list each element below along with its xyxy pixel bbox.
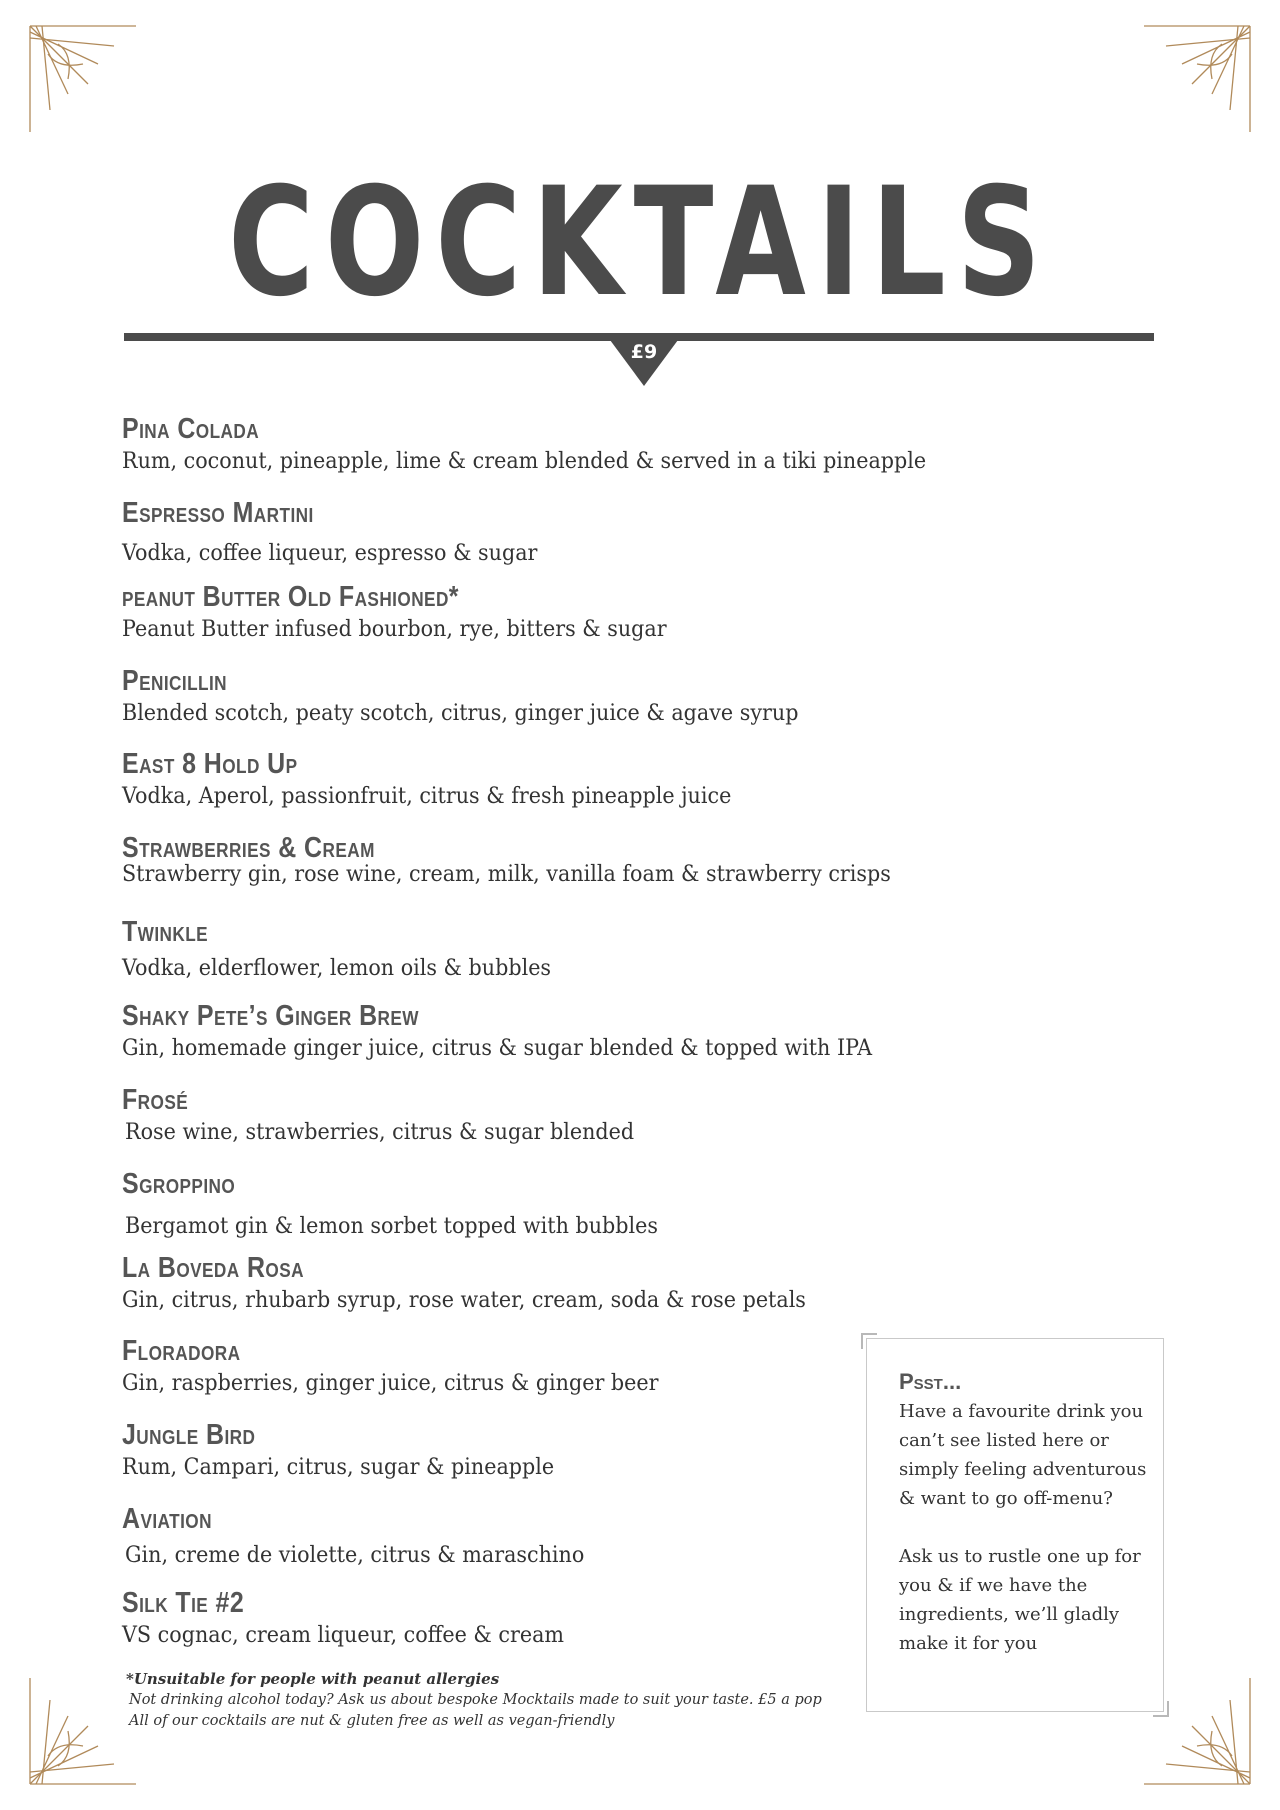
corner-ornament-bottom-left bbox=[28, 1676, 138, 1786]
menu-item-name: Aviation bbox=[122, 1503, 212, 1535]
menu-item-description: Rum, Campari, citrus, sugar & pineapple bbox=[122, 1455, 555, 1480]
menu-item bbox=[122, 581, 1022, 645]
psst-paragraph: Ask us to rustle one up for you & if we have the ingredients, we’ll gladly make it for you bbox=[899, 1546, 1141, 1654]
footnotes bbox=[126, 1668, 926, 1732]
psst-title: Psst... bbox=[899, 1369, 962, 1394]
menu-item-description: Rose wine, strawberries, citrus & sugar blended bbox=[125, 1120, 635, 1145]
menu-item-name: La Boveda Rosa bbox=[122, 1252, 304, 1284]
psst-callout-box bbox=[866, 1338, 1164, 1712]
menu-item-description: Blended scotch, peaty scotch, citrus, ginger juice & agave syrup bbox=[122, 701, 799, 726]
menu-item-description: Vodka, coffee liqueur, espresso & sugar bbox=[122, 541, 538, 566]
menu-item-name: Shaky Pete’s Ginger Brew bbox=[122, 1000, 419, 1032]
menu-item-description: Rum, coconut, pineapple, lime & cream blended & served in a tiki pineapple bbox=[122, 449, 927, 474]
menu-item-description: Bergamot gin & lemon sorbet topped with bubbles bbox=[125, 1214, 658, 1239]
menu-item-name: Espresso Martini bbox=[122, 497, 314, 529]
corner-ornament-top-right bbox=[1142, 24, 1252, 134]
menu-item-description: Gin, homemade ginger juice, citrus & sugar blended & topped with IPA bbox=[122, 1036, 873, 1061]
price-label: £9 bbox=[630, 341, 658, 363]
menu-item-description: Strawberry gin, rose wine, cream, milk, vanilla foam & strawberry crisps bbox=[122, 862, 891, 887]
menu-item-description: Gin, raspberries, ginger juice, citrus & ginger beer bbox=[122, 1371, 659, 1396]
menu-item-description: Vodka, Aperol, passionfruit, citrus & fresh pineapple juice bbox=[122, 784, 732, 809]
menu-item-description: Vodka, elderflower, lemon oils & bubbles bbox=[122, 956, 552, 981]
psst-paragraph: Have a favourite drink you can’t see listed here or simply feeling adventurous & want to go off-menu? bbox=[899, 1401, 1147, 1509]
menu-item-name: Floradora bbox=[122, 1335, 241, 1367]
menu-item-name: Frosé bbox=[122, 1084, 189, 1116]
menu-item bbox=[122, 832, 1022, 890]
menu-item-name: Strawberries & Cream bbox=[122, 832, 375, 864]
menu-item-description: Gin, creme de violette, citrus & maraschino bbox=[125, 1543, 585, 1568]
menu-item-name: Silk Tie #2 bbox=[122, 1587, 245, 1619]
menu-item-name: Twinkle bbox=[122, 916, 209, 948]
menu-item bbox=[122, 1168, 1022, 1242]
menu-item-name: Jungle Bird bbox=[122, 1419, 256, 1451]
menu-item-name: East 8 Hold Up bbox=[122, 748, 298, 780]
menu-item-description: Peanut Butter infused bourbon, rye, bitters & sugar bbox=[122, 617, 667, 642]
page-title: COCKTAILS bbox=[228, 156, 1052, 330]
menu-item bbox=[122, 916, 1022, 984]
menu-item bbox=[122, 497, 1022, 569]
menu-item-description: Gin, citrus, rhubarb syrup, rose water, cream, soda & rose petals bbox=[122, 1288, 806, 1313]
menu-item-name: Pina Colada bbox=[122, 413, 260, 445]
corner-ornament-top-left bbox=[28, 24, 138, 134]
menu-item bbox=[122, 665, 1022, 729]
menu-item-name: peanut Butter Old Fashioned* bbox=[122, 581, 459, 613]
menu-item bbox=[122, 1084, 1022, 1148]
menu-item-description: VS cognac, cream liqueur, coffee & cream bbox=[122, 1623, 565, 1648]
menu-item bbox=[122, 748, 1022, 812]
psst-text bbox=[899, 1397, 1149, 1687]
menu-item-name: Sgroppino bbox=[122, 1168, 236, 1200]
allergy-note: *Unsuitable for people with peanut allergies bbox=[126, 1670, 500, 1688]
menu-item-name: Penicillin bbox=[122, 665, 228, 697]
menu-item bbox=[122, 413, 1022, 477]
menu-item bbox=[122, 1252, 1022, 1316]
dietary-note: All of our cocktails are nut & gluten free as well as vegan-friendly bbox=[129, 1713, 615, 1729]
menu-item bbox=[122, 1000, 1022, 1064]
mocktail-note: Not drinking alcohol today? Ask us about bespoke Mocktails made to suit your taste. £5 a pop bbox=[129, 1692, 822, 1708]
